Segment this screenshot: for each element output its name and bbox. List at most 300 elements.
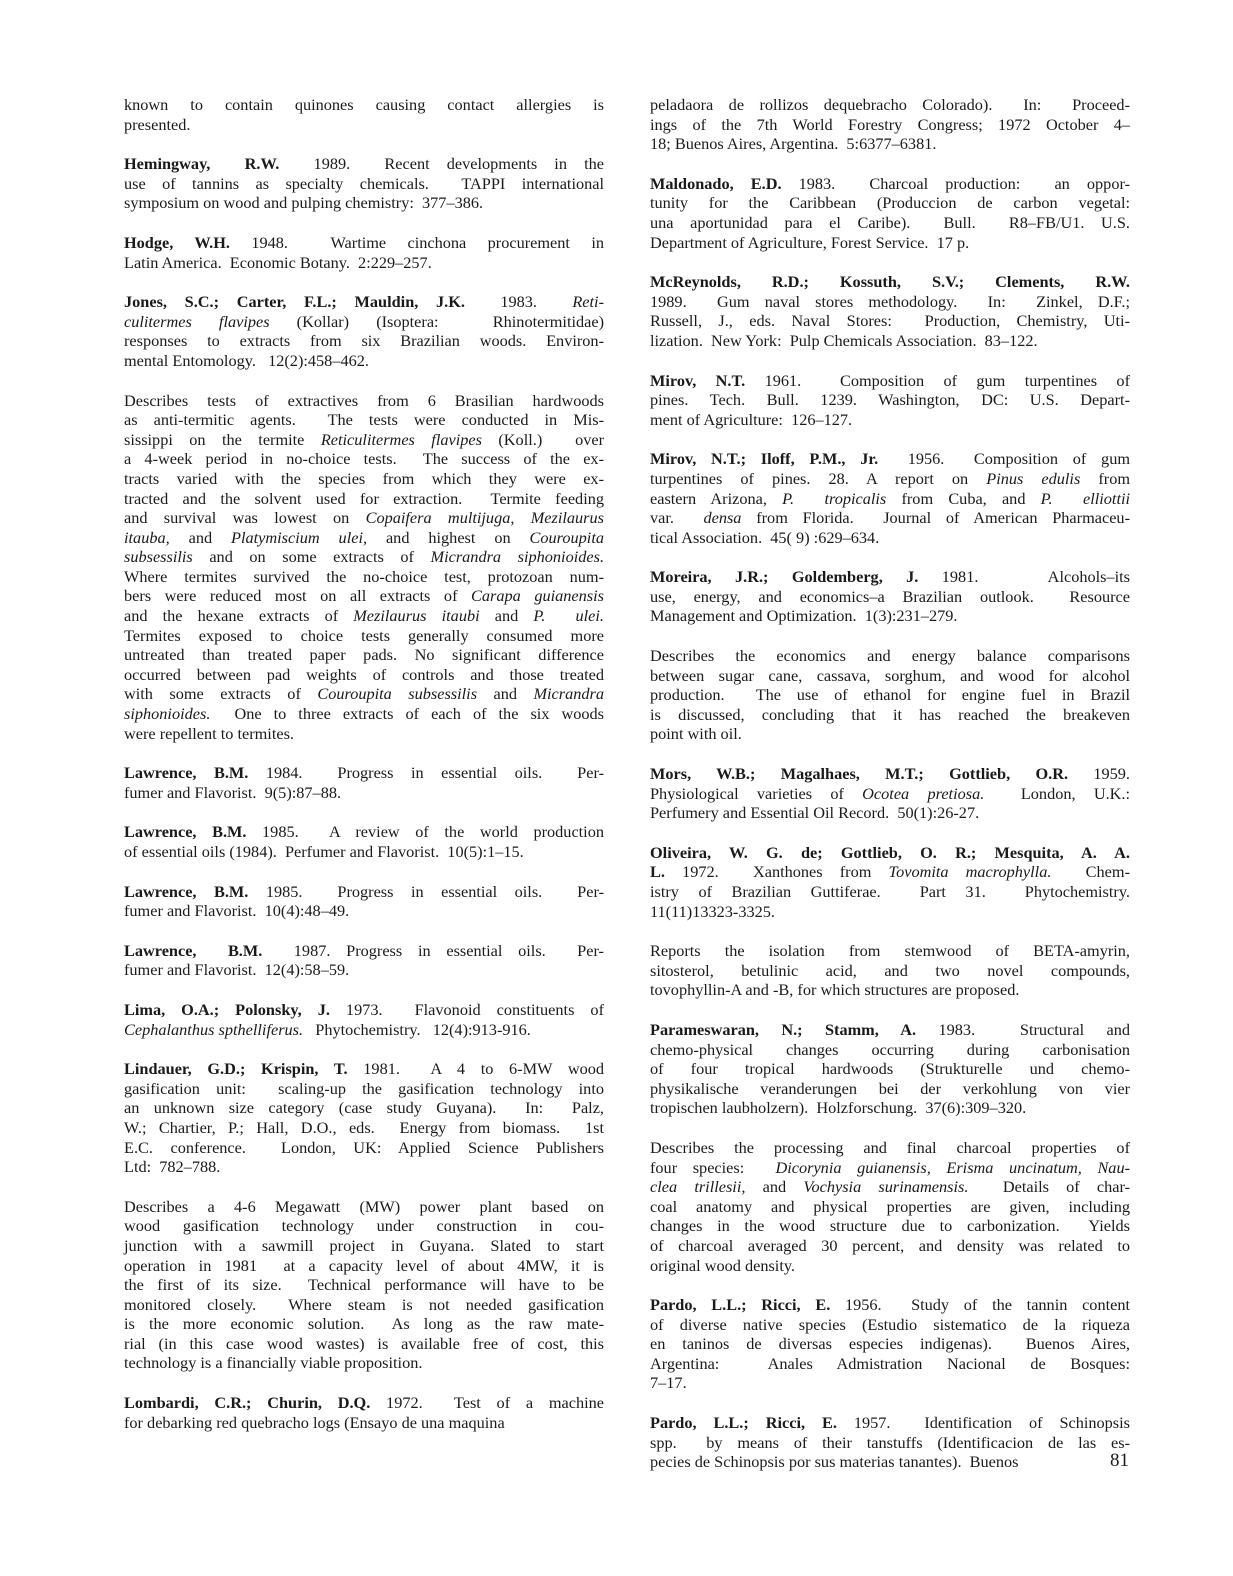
citation-entry bbox=[650, 567, 1130, 626]
italic-term: Carapa guianensis bbox=[471, 586, 604, 606]
text-line bbox=[650, 233, 1130, 253]
text-line bbox=[650, 724, 1130, 744]
citation-entry bbox=[650, 1295, 1130, 1393]
text-segment: spp. by means of their tanstuffs (Identificacion de las es- bbox=[650, 1432, 1130, 1452]
text-line bbox=[650, 1295, 1130, 1315]
text-segment: a 4-week period in no-choice tests. The success of the ex- bbox=[124, 449, 604, 469]
text-line bbox=[124, 1079, 604, 1099]
text-line bbox=[650, 449, 1130, 469]
author-names: Lawrence, B.M. bbox=[124, 822, 247, 842]
text-segment: pines. Tech. Bull. 1239. Washington, DC: U.S. Depart- bbox=[650, 390, 1130, 410]
text-line bbox=[124, 1295, 604, 1315]
author-names: McReynolds, R.D.; Kossuth, S.V.; Clements, R.W. bbox=[650, 272, 1130, 292]
page-number: 81 bbox=[1110, 1450, 1129, 1471]
text-line bbox=[650, 961, 1130, 981]
text-line bbox=[650, 1138, 1130, 1158]
text-line bbox=[124, 1256, 604, 1276]
text-segment: occurred between pad weights of controls and those treated bbox=[124, 664, 604, 684]
citation-entry bbox=[124, 292, 604, 370]
text-segment: sitosterol, betulinic acid, and two novel compounds, bbox=[650, 960, 1130, 980]
author-names: Lombardi, C.R.; Churin, D.Q. bbox=[124, 1393, 371, 1413]
text-segment: operation in 1981 at a capacity level of about 4MW, it is bbox=[124, 1255, 604, 1275]
text-line bbox=[650, 213, 1130, 233]
citation-entry bbox=[650, 843, 1130, 921]
text-segment: and bbox=[479, 606, 534, 626]
text-line bbox=[124, 449, 604, 469]
text-segment: monitored closely. Where steam is not needed gasification bbox=[124, 1294, 604, 1314]
text-segment: E.C. conference. London, UK: Applied Science Publishers bbox=[124, 1137, 604, 1157]
citation-entry bbox=[124, 822, 604, 861]
text-segment: 1973. Flavonoid constituents of bbox=[329, 999, 604, 1019]
text-segment: tracts varied with the species from which they were ex- bbox=[124, 468, 604, 488]
text-segment: 1972. Test of a machine bbox=[370, 1393, 605, 1413]
text-line bbox=[124, 586, 604, 606]
text-line bbox=[124, 489, 604, 509]
text-line bbox=[124, 430, 604, 450]
text-segment: wood gasification technology under construction in cou- bbox=[124, 1216, 604, 1236]
text-line bbox=[650, 1020, 1130, 1040]
text-segment: from Florida. Journal of American Pharmaceu- bbox=[741, 508, 1130, 528]
author-names: Hodge, W.H. bbox=[124, 232, 230, 252]
text-line bbox=[650, 174, 1130, 194]
text-segment: (Kollar) (Isoptera: Rhinotermitidae) bbox=[269, 311, 605, 331]
text-segment: Describes the processing and final charcoal properties of bbox=[650, 1137, 1130, 1157]
text-segment: tropischen laubholzern). Holzforschung. 37(6):309–320. bbox=[650, 1098, 1027, 1118]
text-segment: 1984. Progress in essential oils. Per- bbox=[248, 763, 604, 783]
text-line bbox=[124, 233, 604, 253]
text-line bbox=[650, 1433, 1130, 1453]
text-segment: var. bbox=[650, 508, 704, 528]
author-names: Lindauer, G.D.; Krispin, T. bbox=[124, 1059, 348, 1079]
author-names: Lima, O.A.; Polonsky, J. bbox=[124, 999, 330, 1019]
text-segment: original wood density. bbox=[650, 1255, 796, 1275]
text-segment: tunity for the Caribbean (Produccion de carbon vegetal: bbox=[650, 193, 1130, 213]
text-segment: as anti-termitic agents. The tests were conducted in Mis- bbox=[124, 410, 604, 430]
text-segment: Describes the economics and energy balance comparisons bbox=[650, 646, 1130, 666]
text-segment: from bbox=[1080, 468, 1131, 488]
citation-entry bbox=[124, 941, 604, 980]
text-line bbox=[124, 665, 604, 685]
text-segment: 1956. Composition of gum bbox=[878, 449, 1130, 469]
text-segment: and bbox=[169, 527, 232, 547]
text-segment: technology is a financially viable proposition. bbox=[124, 1353, 423, 1373]
text-line bbox=[124, 508, 604, 528]
text-segment: Reports the isolation from stemwood of BETA-amyrin, bbox=[650, 941, 1130, 961]
italic-term: densa bbox=[703, 508, 742, 528]
text-line bbox=[124, 253, 604, 273]
text-line bbox=[124, 626, 604, 646]
text-segment: Where termites survived the no-choice test, protozoan num- bbox=[124, 566, 604, 586]
text-line bbox=[650, 390, 1130, 410]
text-segment: 7–17. bbox=[650, 1373, 687, 1393]
text-line bbox=[650, 1315, 1130, 1335]
text-segment: 1985. A review of the world production bbox=[246, 822, 604, 842]
text-segment: 1983. Charcoal production: an oppor- bbox=[781, 173, 1130, 193]
text-segment: Describes tests of extractives from 6 Brasilian hardwoods bbox=[124, 390, 604, 410]
text-line bbox=[650, 95, 1130, 115]
text-segment: 18; Buenos Aires, Argentina. 5:6377–6381. bbox=[650, 134, 937, 154]
text-segment: W.; Chartier, P.; Hall, D.O., eds. Energy from biomass. 1st bbox=[124, 1117, 604, 1137]
text-segment: ings of the 7th World Forestry Congress; 1972 October 4– bbox=[650, 114, 1130, 134]
author-names: Lawrence, B.M. bbox=[124, 940, 263, 960]
text-segment: and bbox=[745, 1177, 804, 1197]
text-line bbox=[650, 292, 1130, 312]
text-segment: ment of Agriculture: 126–127. bbox=[650, 409, 853, 429]
text-line bbox=[650, 115, 1130, 135]
text-segment: 1959. bbox=[1068, 764, 1130, 784]
text-segment: Describes a 4-6 Megawatt (MW) power plant based on bbox=[124, 1196, 604, 1216]
text-line bbox=[650, 843, 1130, 863]
italic-term: Pinus edulis bbox=[986, 468, 1081, 488]
text-line bbox=[650, 469, 1130, 489]
text-line bbox=[124, 567, 604, 587]
text-segment: 1957. Identification of Schinopsis bbox=[836, 1413, 1131, 1433]
author-names: Oliveira, W. G. de; Gottlieb, O. R.; Mesquita, A. A. bbox=[650, 842, 1130, 862]
text-segment: 1972. Xanthones from bbox=[664, 862, 889, 882]
citation-entry bbox=[650, 764, 1130, 823]
text-segment: 1985. Progress in essential oils. Per- bbox=[248, 881, 604, 901]
text-line bbox=[124, 1157, 604, 1177]
author-names: Moreira, J.R.; Goldemberg, J. bbox=[650, 567, 919, 587]
text-segment: use of tannins as specialty chemicals. TAPPI international bbox=[124, 173, 604, 193]
text-line bbox=[124, 783, 604, 803]
annotation-paragraph bbox=[650, 1138, 1130, 1275]
text-segment: were repellent to termites. bbox=[124, 723, 294, 743]
text-line bbox=[124, 1314, 604, 1334]
text-line bbox=[650, 1158, 1130, 1178]
italic-term: P. ulei. bbox=[533, 606, 604, 626]
text-line bbox=[124, 1138, 604, 1158]
text-segment: point with oil. bbox=[650, 724, 742, 744]
text-segment: production. The use of ethanol for engine fuel in Brazil bbox=[650, 685, 1130, 705]
text-line bbox=[124, 312, 604, 332]
citation-entry bbox=[124, 1059, 604, 1177]
citation-entry bbox=[124, 882, 604, 921]
text-line bbox=[124, 1393, 604, 1413]
text-segment: presented. bbox=[124, 114, 191, 134]
annotation-paragraph bbox=[124, 391, 604, 744]
text-segment: 1948. Wartime cinchona procurement in bbox=[229, 232, 604, 252]
text-segment: Physiological varieties of bbox=[650, 783, 863, 803]
text-segment: and on some extracts of bbox=[192, 547, 431, 567]
text-line bbox=[124, 1098, 604, 1118]
text-segment: an unknown size category (case study Guyana). In: Palz, bbox=[124, 1098, 604, 1118]
text-line bbox=[124, 606, 604, 626]
citation-entry bbox=[650, 1020, 1130, 1118]
italic-term: Couroupita subsessilis bbox=[317, 684, 478, 704]
text-segment: of essential oils (1984). Perfumer and Flavorist. 10(5):1–15. bbox=[124, 842, 524, 861]
text-segment: 1987. Progress in essential oils. Per- bbox=[262, 940, 604, 960]
text-line bbox=[124, 1020, 604, 1040]
text-line bbox=[650, 685, 1130, 705]
text-line bbox=[650, 1236, 1130, 1256]
citation-entry bbox=[124, 233, 604, 272]
text-segment: of diverse native species (Estudio sistematico de la riqueza bbox=[650, 1314, 1130, 1334]
text-line bbox=[650, 705, 1130, 725]
text-segment: Management and Optimization. 1(3):231–279. bbox=[650, 606, 958, 626]
italic-term: Copaifera multijuga, Mezilaurus bbox=[365, 508, 604, 528]
italic-term: Ocotea pretiosa. bbox=[862, 783, 985, 803]
text-segment: 1983. bbox=[464, 292, 573, 312]
text-segment: of four tropical hardwoods (Strukturelle und chemo- bbox=[650, 1059, 1130, 1079]
text-line bbox=[124, 154, 604, 174]
text-line bbox=[124, 1353, 604, 1373]
italic-term: Tovomita macrophylla. bbox=[888, 862, 1052, 882]
text-segment: istry of Brazilian Guttiferae. Part 31. Phytochemistry. bbox=[650, 882, 1130, 901]
text-segment: Chem- bbox=[1051, 862, 1130, 882]
text-segment: mental Entomology. 12(2):458–462. bbox=[124, 350, 369, 370]
text-segment: Phytochemistry. 12(4):913-916. bbox=[303, 1019, 531, 1039]
text-segment: 1956. Study of the tannin content bbox=[830, 1295, 1131, 1315]
text-line bbox=[650, 410, 1130, 430]
italic-term: itauba, bbox=[124, 527, 170, 547]
text-segment: Perfumery and Essential Oil Record. 50(1):26-27. bbox=[650, 803, 980, 823]
text-segment: coal anatomy and physical properties are given, including bbox=[650, 1196, 1130, 1216]
text-line bbox=[650, 311, 1130, 331]
text-line bbox=[650, 882, 1130, 902]
text-line bbox=[650, 803, 1130, 823]
text-line bbox=[650, 134, 1130, 154]
annotation-paragraph bbox=[650, 941, 1130, 1000]
author-names: Maldonado, E.D. bbox=[650, 173, 782, 193]
text-segment: untreated than treated paper pads. No significant difference bbox=[124, 645, 604, 665]
text-segment: una aportunidad para el Caribe). Bull. R8–FB/U1. U.S. bbox=[650, 212, 1130, 232]
citation-entry bbox=[124, 1393, 604, 1432]
text-segment: 1961. Composition of gum turpentines of bbox=[745, 370, 1130, 390]
text-line bbox=[650, 371, 1130, 391]
text-line bbox=[650, 1452, 1130, 1472]
text-segment: changes in the wood structure due to carbonization. Yields bbox=[650, 1216, 1130, 1236]
text-segment: of charcoal averaged 30 percent, and density was related to bbox=[650, 1235, 1130, 1255]
text-segment: and the hexane extracts of bbox=[124, 606, 354, 626]
text-segment: lization. New York: Pulp Chemicals Association. 83–122. bbox=[650, 330, 1038, 350]
text-segment: with some extracts of bbox=[124, 684, 318, 704]
text-segment: is discussed, concluding that it has reached the breakeven bbox=[650, 704, 1130, 724]
text-line bbox=[124, 724, 604, 744]
text-line bbox=[124, 95, 604, 115]
text-segment: pecies de Schinopsis por sus materias tanantes). Buenos bbox=[650, 1452, 1019, 1472]
text-line bbox=[650, 528, 1130, 548]
text-segment: for debarking red quebracho logs (Ensayo de una maquina bbox=[124, 1412, 505, 1432]
author-names: Pardo, L.L.; Ricci, E. bbox=[650, 1295, 831, 1315]
text-segment: tical Association. 45( 9) :629–634. bbox=[650, 527, 880, 547]
text-segment: symposium on wood and pulping chemistry: 377–386. bbox=[124, 193, 484, 213]
text-line bbox=[124, 842, 604, 862]
text-line bbox=[124, 882, 604, 902]
author-names: Lawrence, B.M. bbox=[124, 763, 249, 783]
text-line bbox=[124, 1118, 604, 1138]
annotation-paragraph bbox=[124, 95, 604, 134]
text-segment: chemo-physical changes occurring during carbonisation bbox=[650, 1039, 1130, 1059]
text-segment: is the more economic solution. As long as the raw mate- bbox=[124, 1314, 604, 1334]
text-line bbox=[650, 1177, 1130, 1197]
italic-term: culitermes flavipes bbox=[124, 311, 270, 331]
text-line bbox=[124, 960, 604, 980]
author-names: Hemingway, R.W. bbox=[124, 154, 280, 174]
annotation-paragraph bbox=[650, 646, 1130, 744]
text-segment: Details of char- bbox=[968, 1177, 1131, 1197]
text-line bbox=[124, 941, 604, 961]
text-line bbox=[650, 508, 1130, 528]
text-segment: tracted and the solvent used for extraction. Termite feeding bbox=[124, 488, 604, 508]
italic-term: Reticulitermes flavipes bbox=[320, 429, 482, 449]
text-line bbox=[650, 567, 1130, 587]
text-segment: gasification unit: scaling-up the gasification technology into bbox=[124, 1078, 604, 1098]
text-line bbox=[650, 1373, 1130, 1393]
text-segment: and highest on bbox=[367, 527, 530, 547]
author-names: Lawrence, B.M. bbox=[124, 881, 249, 901]
text-segment: One to three extracts of each of the six woods bbox=[210, 704, 604, 724]
italic-term: Reti- bbox=[572, 292, 604, 312]
text-line bbox=[650, 606, 1130, 626]
italic-term: Couroupita bbox=[529, 527, 604, 547]
italic-term: Platymiscium ulei, bbox=[231, 527, 368, 547]
text-segment: rial (in this case wood wastes) is available free of cost, this bbox=[124, 1333, 604, 1353]
text-line bbox=[650, 1216, 1130, 1236]
text-segment: bers were reduced most on all extracts of bbox=[124, 586, 472, 606]
text-segment: Termites exposed to choice tests generally consumed more bbox=[124, 625, 604, 645]
italic-term: siphonioides. bbox=[124, 704, 211, 724]
annotation-paragraph bbox=[124, 1197, 604, 1373]
text-line bbox=[650, 941, 1130, 961]
text-segment: 1983. Structural and bbox=[916, 1019, 1131, 1039]
text-segment: junction with a sawmill project in Guyana. Slated to start bbox=[124, 1235, 604, 1255]
text-segment: sissippi on the termite bbox=[124, 429, 321, 449]
text-segment: 1981. Alcohols–its bbox=[918, 567, 1130, 587]
text-line bbox=[124, 331, 604, 351]
text-line bbox=[650, 193, 1130, 213]
text-segment: Department of Agriculture, Forest Service. 17 p. bbox=[650, 232, 970, 252]
italic-term: Micrandra siphonioides. bbox=[430, 547, 605, 567]
text-line bbox=[650, 272, 1130, 292]
text-line bbox=[124, 763, 604, 783]
text-line bbox=[650, 1079, 1130, 1099]
text-line bbox=[650, 646, 1130, 666]
text-line bbox=[124, 1216, 604, 1236]
text-segment: physikalische veranderungen bei der verkohlung von vier bbox=[650, 1078, 1130, 1098]
text-line bbox=[124, 174, 604, 194]
author-names: Parameswaran, N.; Stamm, A. bbox=[650, 1019, 917, 1039]
italic-term: P. elliottii bbox=[1040, 488, 1131, 508]
citation-entry bbox=[124, 1000, 604, 1039]
text-segment: tovophyllin-A and -B, for which structures are proposed. bbox=[650, 980, 1020, 1000]
text-line bbox=[650, 1059, 1130, 1079]
text-segment: between sugar cane, cassava, sorghum, and wood for alcohol bbox=[650, 665, 1130, 685]
author-names: Mors, W.B.; Magalhaes, M.T.; Gottlieb, O.R. bbox=[650, 764, 1069, 784]
text-line bbox=[124, 1413, 604, 1433]
citation-entry bbox=[650, 1413, 1130, 1472]
italic-term: Vochysia surinamensis. bbox=[803, 1177, 969, 1197]
text-segment: Latin America. Economic Botany. 2:229–257. bbox=[124, 252, 432, 272]
text-line bbox=[650, 980, 1130, 1000]
right-column bbox=[650, 95, 1130, 1492]
text-segment: turpentines of pines. 28. A report on bbox=[650, 468, 987, 488]
text-line bbox=[124, 645, 604, 665]
text-line bbox=[124, 528, 604, 548]
text-segment: Argentina: Anales Admistration Nacional de Bosques: bbox=[650, 1353, 1130, 1373]
italic-term: Cephalanthus spthelliferus. bbox=[124, 1019, 304, 1039]
italic-term: clea trillesii, bbox=[650, 1177, 746, 1197]
text-line bbox=[650, 1354, 1130, 1374]
italic-term: Dicorynia guianensis, Erisma uncinatum, Nau- bbox=[775, 1157, 1131, 1177]
text-line bbox=[124, 351, 604, 371]
text-line bbox=[124, 193, 604, 213]
text-segment: 1981. A 4 to 6-MW wood bbox=[347, 1059, 605, 1079]
text-segment: fumer and Flavorist. 9(5):87–88. bbox=[124, 782, 342, 802]
italic-term: subsessilis bbox=[124, 547, 193, 567]
text-segment: fumer and Flavorist. 10(4):48–49. bbox=[124, 901, 350, 921]
text-line bbox=[650, 902, 1130, 922]
text-line bbox=[124, 1000, 604, 1020]
text-segment: from Cuba, and bbox=[886, 488, 1041, 508]
text-line bbox=[650, 1413, 1130, 1433]
text-line bbox=[124, 547, 604, 567]
text-segment: London, U.K.: bbox=[984, 783, 1131, 803]
text-line bbox=[124, 1236, 604, 1256]
text-segment: four species: bbox=[650, 1157, 776, 1177]
text-line bbox=[650, 1334, 1130, 1354]
text-line bbox=[124, 1197, 604, 1217]
text-line bbox=[650, 587, 1130, 607]
text-segment: eastern Arizona, bbox=[650, 488, 783, 508]
text-segment: the first of its size. Technical performance will have to be bbox=[124, 1275, 604, 1295]
citation-entry bbox=[650, 174, 1130, 252]
left-column bbox=[124, 95, 604, 1452]
text-line bbox=[650, 1256, 1130, 1276]
text-line bbox=[124, 1059, 604, 1079]
italic-term: P. tropicalis bbox=[782, 488, 887, 508]
text-segment: 1989. Recent developments in the bbox=[279, 154, 604, 174]
text-segment: known to contain quinones causing contact allergies is bbox=[124, 95, 604, 114]
author-names: Mirov, N.T. bbox=[650, 370, 746, 390]
citation-entry bbox=[650, 449, 1130, 547]
italic-term: Micrandra bbox=[533, 684, 604, 704]
text-segment: fumer and Flavorist. 12(4):58–59. bbox=[124, 960, 350, 980]
text-segment: Russell, J., eds. Naval Stores: Production, Chemistry, Uti- bbox=[650, 311, 1130, 331]
text-segment: 11(11)13323-3325. bbox=[650, 901, 775, 921]
text-segment: responses to extracts from six Brazilian woods. Environ- bbox=[124, 331, 604, 351]
text-line bbox=[650, 489, 1130, 509]
citation-entry bbox=[650, 272, 1130, 350]
author-names: Pardo, L.L.; Ricci, E. bbox=[650, 1413, 837, 1433]
text-line bbox=[650, 784, 1130, 804]
text-segment: en taninos de diversas especies indigenas). Buenos Aires, bbox=[650, 1334, 1130, 1354]
text-segment: (Koll.) over bbox=[481, 429, 605, 449]
author-names: Mirov, N.T.; Iloff, P.M., Jr. bbox=[650, 449, 879, 469]
text-line bbox=[650, 666, 1130, 686]
text-line bbox=[124, 469, 604, 489]
text-line bbox=[124, 704, 604, 724]
text-line bbox=[650, 764, 1130, 784]
text-line bbox=[650, 331, 1130, 351]
text-line bbox=[124, 822, 604, 842]
text-line bbox=[124, 115, 604, 135]
author-names: Jones, S.C.; Carter, F.L.; Mauldin, J.K. bbox=[124, 292, 465, 312]
text-line bbox=[124, 901, 604, 921]
text-line bbox=[124, 1334, 604, 1354]
citation-entry bbox=[124, 154, 604, 213]
citation-entry bbox=[650, 95, 1130, 154]
text-line bbox=[124, 410, 604, 430]
author-names: L. bbox=[650, 862, 665, 882]
text-line bbox=[124, 1275, 604, 1295]
text-line bbox=[650, 1040, 1130, 1060]
text-line bbox=[650, 1197, 1130, 1217]
text-segment: 1989. Gum naval stores methodology. In: Zinkel, D.F.; bbox=[650, 291, 1130, 311]
citation-entry bbox=[124, 763, 604, 802]
text-segment: peladaora de rollizos dequebracho Colorado). In: Proceed- bbox=[650, 95, 1130, 114]
text-line bbox=[650, 862, 1130, 882]
